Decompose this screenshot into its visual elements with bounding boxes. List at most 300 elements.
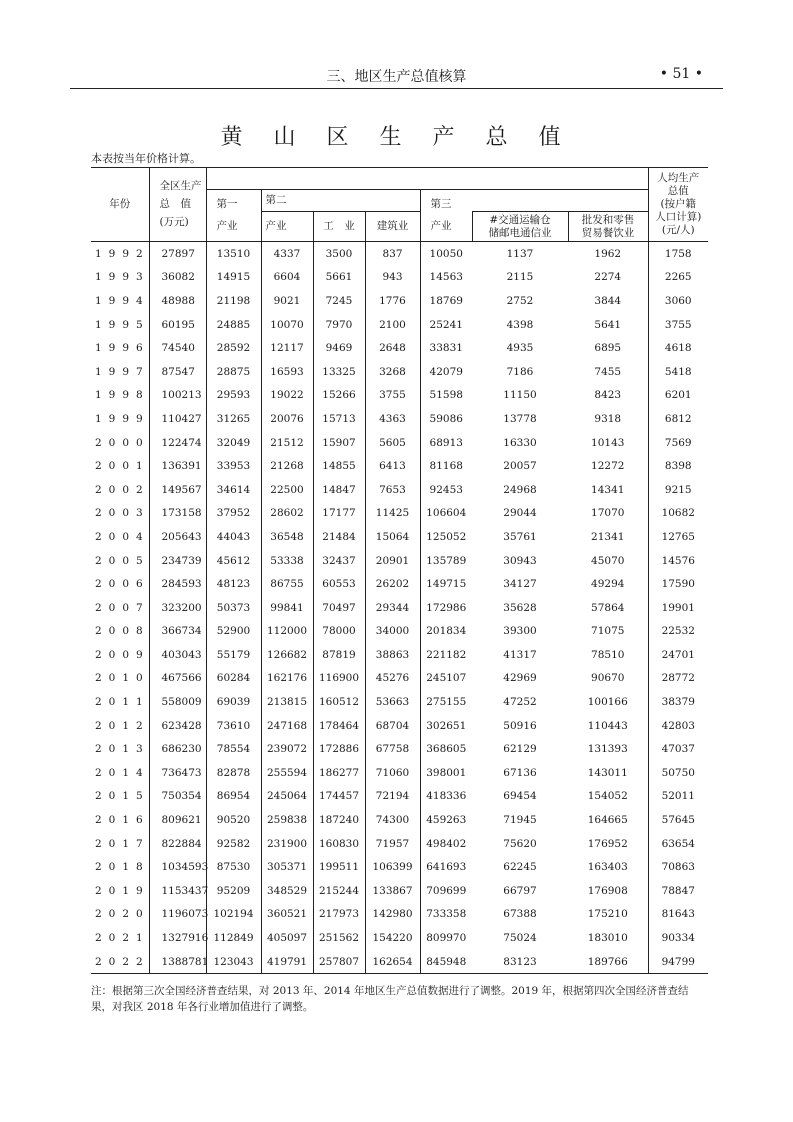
cell-secondary: 348529 <box>261 879 313 903</box>
cell-per-capita: 28772 <box>648 667 708 691</box>
cell-transport: 39300 <box>503 625 537 638</box>
table-row <box>91 926 708 950</box>
cell-tertiary: 709699 <box>420 879 472 903</box>
cell-construction: 71060 <box>365 761 420 785</box>
cell-trade: 176908 <box>587 884 628 897</box>
cell-gdp: 122474 <box>161 436 202 449</box>
cell-secondary: 28602 <box>261 502 313 526</box>
cell-year: 2006 <box>91 572 149 596</box>
cell-industry: 87819 <box>313 643 365 667</box>
cell-construction: 837 <box>365 242 420 266</box>
cell-tertiary: 106604 <box>420 502 472 526</box>
cell-construction: 154220 <box>365 926 420 950</box>
cell-construction: 6413 <box>365 454 420 478</box>
cell-transport: 41317 <box>503 648 537 661</box>
cell-transport: 16330 <box>503 436 537 449</box>
cell-construction: 3268 <box>365 360 420 384</box>
cell-construction: 5605 <box>365 431 420 455</box>
cell-per-capita: 19901 <box>648 596 708 620</box>
cell-year: 2021 <box>91 926 149 950</box>
cell-industry: 32437 <box>313 549 365 573</box>
table-subtitle: 本表按当年价格计算。 <box>91 152 201 165</box>
cell-trade: 154052 <box>587 790 628 803</box>
cell-primary: 13510 <box>206 242 261 266</box>
cell-secondary: 36548 <box>261 525 313 549</box>
cell-construction: 67758 <box>365 737 420 761</box>
cell-construction: 53663 <box>365 690 420 714</box>
cell-industry: 13325 <box>313 360 365 384</box>
cell-primary: 123043 <box>206 950 261 974</box>
cell-construction: 943 <box>365 266 420 290</box>
cell-primary: 29593 <box>206 384 261 408</box>
cell-trade: 164665 <box>587 814 628 827</box>
col-header-tertiary-spacer <box>472 190 648 212</box>
cell-tertiary: 302651 <box>420 714 472 738</box>
cell-industry: 17177 <box>313 502 365 526</box>
cell-construction: 1776 <box>365 289 420 313</box>
cell-trade: 45070 <box>591 554 625 567</box>
cell-primary: 31265 <box>206 407 261 431</box>
table-row <box>91 431 708 455</box>
cell-tertiary: 14563 <box>420 266 472 290</box>
cell-trade: 12272 <box>591 460 625 473</box>
cell-tertiary: 135789 <box>420 549 472 573</box>
cell-industry: 174457 <box>313 785 365 809</box>
cell-trade: 21341 <box>591 530 625 543</box>
table-row <box>91 266 708 290</box>
cell-secondary: 6604 <box>261 266 313 290</box>
cell-trade: 9318 <box>594 412 622 425</box>
cell-year: 2000 <box>91 431 149 455</box>
cell-construction: 3755 <box>365 384 420 408</box>
cell-tertiary: 92453 <box>420 478 472 502</box>
cell-industry: 78000 <box>313 620 365 644</box>
cell-tertiary: 498402 <box>420 832 472 856</box>
cell-trade: 10143 <box>591 436 625 449</box>
cell-industry: 21484 <box>313 525 365 549</box>
cell-transport: 42969 <box>503 672 537 685</box>
cell-year: 2022 <box>91 950 149 974</box>
cell-per-capita: 2265 <box>648 266 708 290</box>
cell-industry: 251562 <box>313 926 365 950</box>
col-header-transport: #交通运输仓 储邮电通信业 <box>472 212 568 242</box>
cell-industry: 187240 <box>313 808 365 832</box>
cell-trade: 57864 <box>591 601 625 614</box>
cell-trade: 143011 <box>587 766 628 779</box>
cell-primary: 73610 <box>206 714 261 738</box>
col-header-primary: 第一 产业 <box>206 190 261 242</box>
cell-primary: 21198 <box>206 289 261 313</box>
cell-primary: 28875 <box>206 360 261 384</box>
cell-transport: 50916 <box>503 719 537 732</box>
cell-trade: 2274 <box>594 271 622 284</box>
cell-year: 2013 <box>91 737 149 761</box>
table-row <box>91 336 708 360</box>
cell-transport: 2752 <box>506 294 534 307</box>
cell-gdp: 36082 <box>161 271 195 284</box>
cell-per-capita: 6812 <box>648 407 708 431</box>
cell-trade: 14341 <box>591 483 625 496</box>
cell-gdp: 234739 <box>161 554 202 567</box>
cell-transport: 69454 <box>503 790 537 803</box>
cell-transport: 30943 <box>503 554 537 567</box>
cell-tertiary: 68913 <box>420 431 472 455</box>
cell-construction: 15064 <box>365 525 420 549</box>
cell-gdp: 623428 <box>161 719 202 732</box>
cell-construction: 2100 <box>365 313 420 337</box>
col-header-secondary-top: 第二 <box>261 190 420 212</box>
col-header-tertiary: 第三 产业 <box>420 190 472 242</box>
cell-primary: 28592 <box>206 336 261 360</box>
cell-construction: 106399 <box>365 855 420 879</box>
table-row <box>91 903 708 927</box>
cell-primary: 37952 <box>206 502 261 526</box>
cell-gdp: 809621 <box>161 814 202 827</box>
cell-transport: 4398 <box>506 318 534 331</box>
cell-year: 2016 <box>91 808 149 832</box>
col-header-trade: 批发和零售 贸易餐饮业 <box>568 212 648 242</box>
table-row <box>91 525 708 549</box>
cell-construction: 71957 <box>365 832 420 856</box>
cell-secondary: 247168 <box>261 714 313 738</box>
cell-construction: 72194 <box>365 785 420 809</box>
cell-secondary: 22500 <box>261 478 313 502</box>
cell-transport: 11150 <box>503 389 537 402</box>
cell-year: 2011 <box>91 690 149 714</box>
cell-primary: 50373 <box>206 596 261 620</box>
table-title: 黄 山 区 生 产 总 值 <box>220 125 573 150</box>
cell-transport: 35628 <box>503 601 537 614</box>
table-row <box>91 737 708 761</box>
cell-trade: 90670 <box>591 672 625 685</box>
cell-secondary: 405097 <box>261 926 313 950</box>
cell-per-capita: 1758 <box>648 242 708 266</box>
cell-gdp: 136391 <box>161 460 202 473</box>
cell-gdp: 1196073 <box>161 908 209 921</box>
cell-industry: 14855 <box>313 454 365 478</box>
table-row <box>91 879 708 903</box>
table-row <box>91 808 708 832</box>
cell-year: 1999 <box>91 407 149 431</box>
cell-primary: 87530 <box>206 855 261 879</box>
col-header-industry: 工 业 <box>313 212 365 242</box>
cell-primary: 24885 <box>206 313 261 337</box>
cell-primary: 78554 <box>206 737 261 761</box>
cell-industry: 15713 <box>313 407 365 431</box>
cell-year: 1995 <box>91 313 149 337</box>
cell-primary: 34614 <box>206 478 261 502</box>
cell-construction: 2648 <box>365 336 420 360</box>
cell-per-capita: 90334 <box>648 926 708 950</box>
cell-transport: 66797 <box>503 884 537 897</box>
cell-primary: 92582 <box>206 832 261 856</box>
cell-primary: 44043 <box>206 525 261 549</box>
cell-per-capita: 12765 <box>648 525 708 549</box>
cell-gdp: 403043 <box>161 648 202 661</box>
cell-year: 2019 <box>91 879 149 903</box>
cell-construction: 74300 <box>365 808 420 832</box>
cell-transport: 29044 <box>503 507 537 520</box>
cell-year: 1997 <box>91 360 149 384</box>
cell-gdp: 750354 <box>161 790 202 803</box>
cell-industry: 257807 <box>313 950 365 974</box>
cell-tertiary: 172986 <box>420 596 472 620</box>
cell-per-capita: 50750 <box>648 761 708 785</box>
cell-primary: 90520 <box>206 808 261 832</box>
cell-primary: 32049 <box>206 431 261 455</box>
col-header-per-capita: 人均生产 总值 (按户籍 人口计算) (元/人) <box>648 168 708 242</box>
cell-per-capita: 22532 <box>648 620 708 644</box>
cell-per-capita: 47037 <box>648 737 708 761</box>
header-rule <box>70 88 723 89</box>
cell-secondary: 21512 <box>261 431 313 455</box>
cell-trade: 71075 <box>591 625 625 638</box>
cell-secondary: 19022 <box>261 384 313 408</box>
cell-secondary: 239072 <box>261 737 313 761</box>
cell-year: 2003 <box>91 502 149 526</box>
cell-industry: 178464 <box>313 714 365 738</box>
cell-primary: 48123 <box>206 572 261 596</box>
cell-transport: 71945 <box>503 814 537 827</box>
cell-gdp: 87547 <box>161 365 195 378</box>
cell-construction: 68704 <box>365 714 420 738</box>
cell-year: 2005 <box>91 549 149 573</box>
cell-trade: 1962 <box>594 247 622 260</box>
page-number: • 51 • <box>659 66 703 82</box>
cell-per-capita: 3755 <box>648 313 708 337</box>
cell-tertiary: 81168 <box>420 454 472 478</box>
cell-gdp: 205643 <box>161 530 202 543</box>
cell-gdp: 822884 <box>161 837 202 850</box>
cell-industry: 172886 <box>313 737 365 761</box>
cell-gdp: 1327916 <box>161 932 209 945</box>
cell-secondary: 112000 <box>261 620 313 644</box>
cell-tertiary: 641693 <box>420 855 472 879</box>
cell-primary: 33953 <box>206 454 261 478</box>
table-row <box>91 407 708 431</box>
cell-trade: 3844 <box>594 294 622 307</box>
cell-trade: 8423 <box>594 389 622 402</box>
cell-construction: 11425 <box>365 502 420 526</box>
table-row <box>91 360 708 384</box>
cell-tertiary: 51598 <box>420 384 472 408</box>
table-row <box>91 478 708 502</box>
cell-per-capita: 63654 <box>648 832 708 856</box>
cell-per-capita: 17590 <box>648 572 708 596</box>
cell-trade: 49294 <box>591 578 625 591</box>
cell-gdp: 100213 <box>161 389 202 402</box>
table-row <box>91 785 708 809</box>
cell-year: 2012 <box>91 714 149 738</box>
cell-year: 2014 <box>91 761 149 785</box>
cell-per-capita: 3060 <box>648 289 708 313</box>
table-row <box>91 620 708 644</box>
cell-trade: 17070 <box>591 507 625 520</box>
cell-industry: 5661 <box>313 266 365 290</box>
cell-year: 1998 <box>91 384 149 408</box>
cell-secondary: 259838 <box>261 808 313 832</box>
cell-transport: 75024 <box>503 932 537 945</box>
cell-primary: 55179 <box>206 643 261 667</box>
cell-secondary: 12117 <box>261 336 313 360</box>
cell-gdp: 467566 <box>161 672 202 685</box>
cell-tertiary: 809970 <box>420 926 472 950</box>
cell-secondary: 231900 <box>261 832 313 856</box>
cell-transport: 67388 <box>503 908 537 921</box>
cell-tertiary: 201834 <box>420 620 472 644</box>
cell-trade: 175210 <box>587 908 628 921</box>
cell-industry: 70497 <box>313 596 365 620</box>
running-header <box>70 64 723 86</box>
cell-year: 2007 <box>91 596 149 620</box>
cell-construction: 34000 <box>365 620 420 644</box>
cell-construction: 45276 <box>365 667 420 691</box>
cell-construction: 133867 <box>365 879 420 903</box>
cell-year: 2004 <box>91 525 149 549</box>
table-row <box>91 502 708 526</box>
cell-year: 2010 <box>91 667 149 691</box>
cell-industry: 7970 <box>313 313 365 337</box>
cell-primary: 102194 <box>206 903 261 927</box>
cell-year: 1993 <box>91 266 149 290</box>
cell-per-capita: 78847 <box>648 879 708 903</box>
table-row <box>91 289 708 313</box>
cell-construction: 4363 <box>365 407 420 431</box>
cell-industry: 116900 <box>313 667 365 691</box>
cell-industry: 15907 <box>313 431 365 455</box>
table-row <box>91 454 708 478</box>
cell-construction: 29344 <box>365 596 420 620</box>
cell-secondary: 99841 <box>261 596 313 620</box>
table-footnote: 注：根据第三次全国经济普查结果，对 2013 年、2014 年地区生产总值数据进行了调整。2019 年，根据第四次全国经济普查结果，对我区 2018 年各行业增加值进行了调整。 <box>91 985 689 1013</box>
cell-secondary: 10070 <box>261 313 313 337</box>
table-row <box>91 643 708 667</box>
cell-secondary: 126682 <box>261 643 313 667</box>
cell-year: 1992 <box>91 242 149 266</box>
cell-primary: 86954 <box>206 785 261 809</box>
cell-industry: 14847 <box>313 478 365 502</box>
cell-trade: 100166 <box>587 696 628 709</box>
table-row <box>91 714 708 738</box>
table-row <box>91 950 708 974</box>
cell-primary: 82878 <box>206 761 261 785</box>
cell-trade: 5641 <box>594 318 622 331</box>
cell-tertiary: 25241 <box>420 313 472 337</box>
cell-tertiary: 398001 <box>420 761 472 785</box>
cell-gdp: 110427 <box>161 412 202 425</box>
cell-industry: 15266 <box>313 384 365 408</box>
cell-trade: 78510 <box>591 648 625 661</box>
cell-transport: 35761 <box>503 530 537 543</box>
cell-construction: 142980 <box>365 903 420 927</box>
cell-per-capita: 7569 <box>648 431 708 455</box>
cell-per-capita: 38379 <box>648 690 708 714</box>
col-header-secondary: 产业 <box>261 212 313 242</box>
cell-gdp: 74540 <box>161 342 195 355</box>
cell-transport: 47252 <box>503 696 537 709</box>
cell-construction: 38863 <box>365 643 420 667</box>
table-row <box>91 667 708 691</box>
cell-year: 2001 <box>91 454 149 478</box>
cell-secondary: 245064 <box>261 785 313 809</box>
cell-trade: 189766 <box>568 950 648 974</box>
cell-year: 2018 <box>91 855 149 879</box>
cell-trade: 183010 <box>587 932 628 945</box>
col-header-group <box>206 168 648 190</box>
cell-construction: 20901 <box>365 549 420 573</box>
cell-per-capita: 6201 <box>648 384 708 408</box>
cell-per-capita: 14576 <box>648 549 708 573</box>
cell-transport: 62245 <box>503 861 537 874</box>
cell-year: 2015 <box>91 785 149 809</box>
cell-year: 1994 <box>91 289 149 313</box>
cell-gdp: 366734 <box>161 625 202 638</box>
cell-industry: 186277 <box>313 761 365 785</box>
cell-industry: 199511 <box>313 855 365 879</box>
cell-tertiary: 245107 <box>420 667 472 691</box>
cell-gdp: 736473 <box>161 766 202 779</box>
cell-per-capita: 10682 <box>648 502 708 526</box>
cell-gdp: 1153437 <box>161 884 209 897</box>
cell-primary: 60284 <box>206 667 261 691</box>
cell-secondary: 360521 <box>261 903 313 927</box>
cell-primary: 95209 <box>206 879 261 903</box>
cell-per-capita: 5418 <box>648 360 708 384</box>
cell-trade: 131393 <box>587 743 628 756</box>
cell-tertiary: 149715 <box>420 572 472 596</box>
cell-industry: 217973 <box>313 903 365 927</box>
cell-tertiary: 418336 <box>420 785 472 809</box>
cell-construction: 26202 <box>365 572 420 596</box>
table-row <box>91 313 708 337</box>
cell-primary: 14915 <box>206 266 261 290</box>
cell-transport: 4935 <box>506 342 534 355</box>
cell-tertiary: 125052 <box>420 525 472 549</box>
cell-per-capita: 52011 <box>648 785 708 809</box>
table-row <box>91 690 708 714</box>
cell-trade: 110443 <box>587 719 628 732</box>
cell-gdp: 558009 <box>161 696 202 709</box>
cell-per-capita: 24701 <box>648 643 708 667</box>
cell-gdp: 686230 <box>161 743 202 756</box>
cell-tertiary: 33831 <box>420 336 472 360</box>
cell-transport: 62129 <box>503 743 537 756</box>
cell-secondary: 21268 <box>261 454 313 478</box>
cell-secondary: 20076 <box>261 407 313 431</box>
cell-gdp: 323200 <box>161 601 202 614</box>
cell-industry: 60553 <box>313 572 365 596</box>
col-header-gdp: 全区生产 总 值 (万元) <box>149 168 206 242</box>
cell-trade: 163403 <box>587 861 628 874</box>
cell-primary: 45612 <box>206 549 261 573</box>
cell-industry: 3500 <box>313 242 365 266</box>
cell-industry: 9469 <box>313 336 365 360</box>
cell-per-capita: 81643 <box>648 903 708 927</box>
table-row <box>91 855 708 879</box>
cell-per-capita: 57645 <box>648 808 708 832</box>
cell-year: 2017 <box>91 832 149 856</box>
cell-transport: 67136 <box>503 766 537 779</box>
cell-tertiary: 42079 <box>420 360 472 384</box>
cell-secondary: 162176 <box>261 667 313 691</box>
cell-per-capita: 42803 <box>648 714 708 738</box>
cell-industry: 215244 <box>313 879 365 903</box>
gdp-table <box>91 167 708 974</box>
cell-tertiary: 10050 <box>420 242 472 266</box>
cell-secondary: 305371 <box>261 855 313 879</box>
cell-transport: 7186 <box>506 365 534 378</box>
cell-primary: 69039 <box>206 690 261 714</box>
